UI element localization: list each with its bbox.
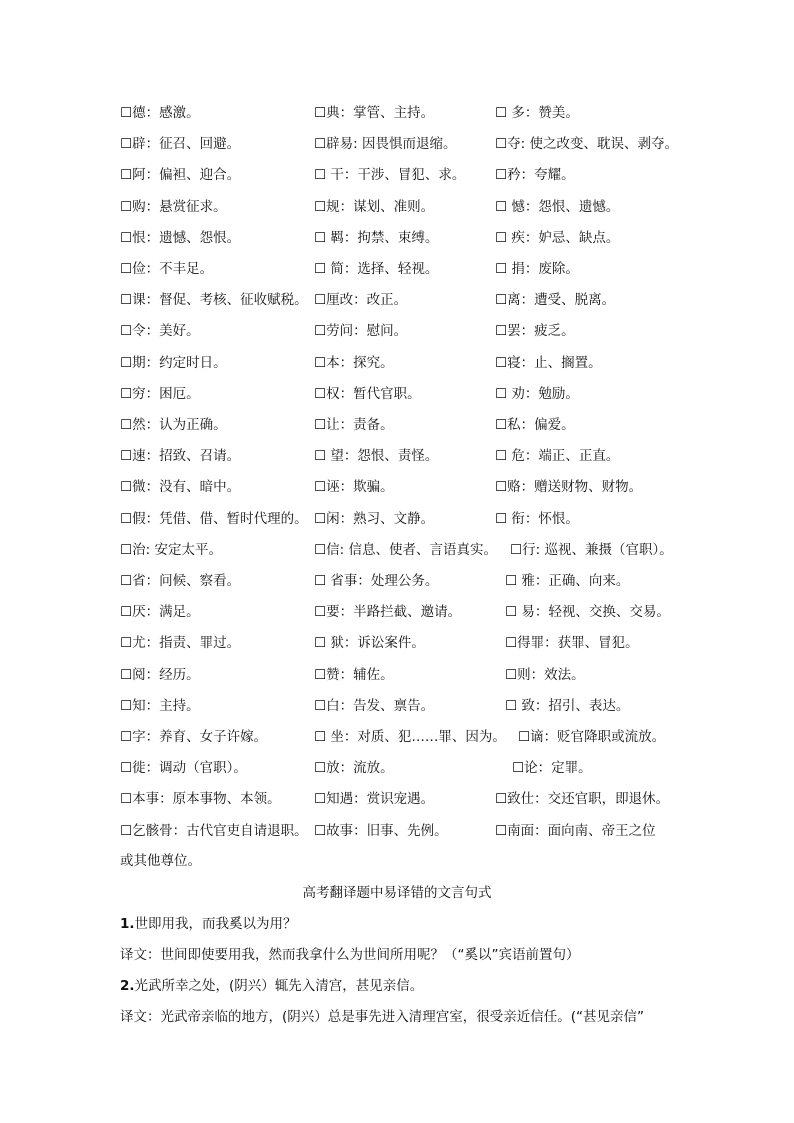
vocab-entry: ☐寝：止、搁置。 (495, 354, 602, 371)
vocab-entry: ☐致仕：交还官职，即退休。 (495, 791, 670, 808)
vocab-entry: ☐课：督促、考核、征收赋税。 (120, 292, 308, 309)
vocab-entry: ☐ 衔：怀恨。 (495, 510, 579, 527)
vocab-entry: ☐尤：指责、罪过。 (120, 635, 241, 652)
vocab-entry: ☐俭：不丰足。 (120, 261, 214, 277)
vocab-entry: ☐辟易: 因畏惧而退缩。 (314, 136, 457, 153)
vocab-entry: ☐ 羁：拘禁、束缚。 (314, 229, 439, 246)
vocab-entry: ☐典：掌管、主持。 (314, 105, 435, 121)
vocab-entry: ☐论：定罪。 (512, 760, 592, 777)
vocab-entry: ☐ 干：干涉、冒犯、求。 (314, 167, 466, 184)
vocab-entry: ☐购：悬赏征求。 (120, 198, 227, 215)
vocab-entry: ☐穷：困厄。 (120, 385, 200, 402)
vocab-entry: ☐诬：欺骗。 (314, 479, 394, 496)
vocab-entry: ☐故事：旧事、先例。 (314, 822, 448, 839)
vocab-entry: ☐本：探究。 (314, 354, 394, 371)
item-2-translation (120, 1008, 644, 1026)
vocab-entry: ☐让：责备。 (314, 417, 394, 433)
item-1-translation (120, 946, 580, 964)
vocab-entry: ☐ 憾：怨恨、遗憾。 (495, 198, 620, 215)
translation-text: 世间即使要用我，然而我拿什么为世间所用呢？（“奚以”宾语前置句） (160, 947, 580, 963)
vocab-entry: ☐ 致：招引、表达。 (505, 697, 630, 714)
vocab-entry: ☐ 简：选择、轻视。 (314, 261, 439, 277)
vocab-entry: ☐得罪：获罪、冒犯。 (505, 635, 639, 652)
vocab-entry: ☐知：主持。 (120, 697, 200, 714)
vocab-entry: ☐谪：贬官降职或流放。 (518, 729, 666, 745)
vocab-entry: ☐赂：赠送财物、财物。 (495, 479, 643, 496)
vocab-entry: ☐省：问候、察看。 (120, 573, 241, 589)
vocab-entry: ☐ 危：端正、正直。 (495, 448, 620, 465)
vocab-entry: ☐厘改：改正。 (314, 292, 408, 309)
vocab-entry: ☐行: 巡视、兼摄（官职）。 (510, 541, 673, 558)
vocab-entry: ☐治: 安定太平。 (120, 541, 222, 558)
item-number: 1. (120, 916, 135, 932)
vocab-entry: ☐ 望：怨恨、责怪。 (314, 448, 439, 465)
vocab-entry: ☐假：凭借、借、暂时代理的。 (120, 510, 308, 527)
vocab-entry: ☐乞骸骨：古代官吏自请退职。 (120, 822, 308, 839)
vocab-entry: ☐辟：征召、回避。 (120, 136, 241, 153)
vocab-entry: ☐南面：面向南、帝王之位 (495, 822, 656, 839)
vocab-entry: ☐恨：遗憾、怨恨。 (120, 229, 241, 246)
vocab-entry: ☐然：认为正确。 (120, 417, 227, 433)
item-1-sentence (120, 915, 297, 933)
vocab-entry: ☐ 狱：诉讼案件。 (314, 635, 425, 652)
vocab-entry: ☐速：招致、召请。 (120, 448, 241, 465)
vocab-entry: ☐本事：原本事物、本领。 (120, 791, 281, 808)
translation-label: 译文： (120, 947, 161, 963)
vocab-entry: ☐知遇：赏识宠遇。 (314, 791, 435, 808)
vocab-entry: ☐令：美好。 (120, 323, 200, 340)
vocab-entry: ☐夺: 使之改变、耽误、剥夺。 (495, 136, 678, 153)
vocab-entry: ☐闲：熟习、文静。 (314, 510, 435, 527)
vocab-entry: ☐矜：夸耀。 (495, 167, 575, 184)
vocab-entry: ☐期：约定时日。 (120, 354, 227, 371)
vocab-entry: ☐劳问：慰问。 (314, 323, 408, 340)
item-2-sentence (120, 977, 423, 995)
vocab-entry: ☐ 捐：废除。 (495, 261, 579, 277)
vocab-entry: ☐离：遭受、脱离。 (495, 292, 616, 309)
vocab-entry: ☐罢：疲乏。 (495, 323, 575, 340)
vocab-entry: ☐德：感激。 (120, 105, 200, 121)
vocab-entry: ☐ 多：赞美。 (495, 105, 579, 121)
vocab-entry: ☐放：流放。 (314, 760, 394, 777)
vocab-entry: ☐ 易：轻视、交换、交易。 (505, 604, 670, 621)
item-text: 光武所幸之处，(阴兴）辄先入清宫，甚见亲信。 (134, 978, 424, 994)
vocab-entry: ☐ 劝：勉励。 (495, 385, 579, 402)
vocab-entry: ☐阅：经历。 (120, 666, 200, 683)
item-number: 2. (120, 978, 135, 994)
vocab-entry: ☐则：效法。 (505, 666, 585, 683)
vocab-entry: ☐阿：偏袒、迎合。 (120, 167, 241, 184)
vocab-entry: ☐ 疾：妒忌、缺点。 (495, 229, 620, 246)
translation-text: 光武帝亲临的地方，(阴兴）总是事先进入清理宫室，很受亲近信任。(“甚见亲信” (160, 1009, 645, 1025)
vocab-entry: ☐白：告发、禀告。 (314, 697, 435, 714)
vocab-entry: ☐徙：调动（官职）。 (120, 760, 247, 777)
vocab-entry: ☐字：养育、女子许嫁。 (120, 729, 268, 745)
vocab-entry: ☐要：半路拦截、邀请。 (314, 604, 462, 621)
vocab-entry: ☐信: 信息、使者、言语真实。 (314, 541, 497, 558)
vocab-entry: ☐微：没有、暗中。 (120, 479, 241, 496)
item-text: 世即用我，而我奚以为用？ (134, 916, 297, 932)
vocab-entry: ☐私：偏爱。 (495, 417, 575, 433)
vocab-entry: ☐规：谋划、准则。 (314, 198, 435, 215)
vocab-entry: ☐ 坐：对质、犯……罪、因为。 (314, 729, 506, 745)
vocab-entry: ☐赞：辅佐。 (314, 666, 394, 683)
vocab-entry: ☐权：暂代官职。 (314, 385, 421, 402)
translation-label: 译文： (120, 1009, 161, 1025)
vocab-entry: ☐ 雅：正确、向来。 (505, 573, 630, 589)
section-title: 高考翻译题中易译错的文言句式 (302, 885, 492, 901)
vocab-entry: ☐厌：满足。 (120, 604, 200, 621)
vocab-entry: ☐ 省事：处理公务。 (314, 573, 439, 589)
list-continuation: 或其他尊位。 (120, 853, 201, 869)
